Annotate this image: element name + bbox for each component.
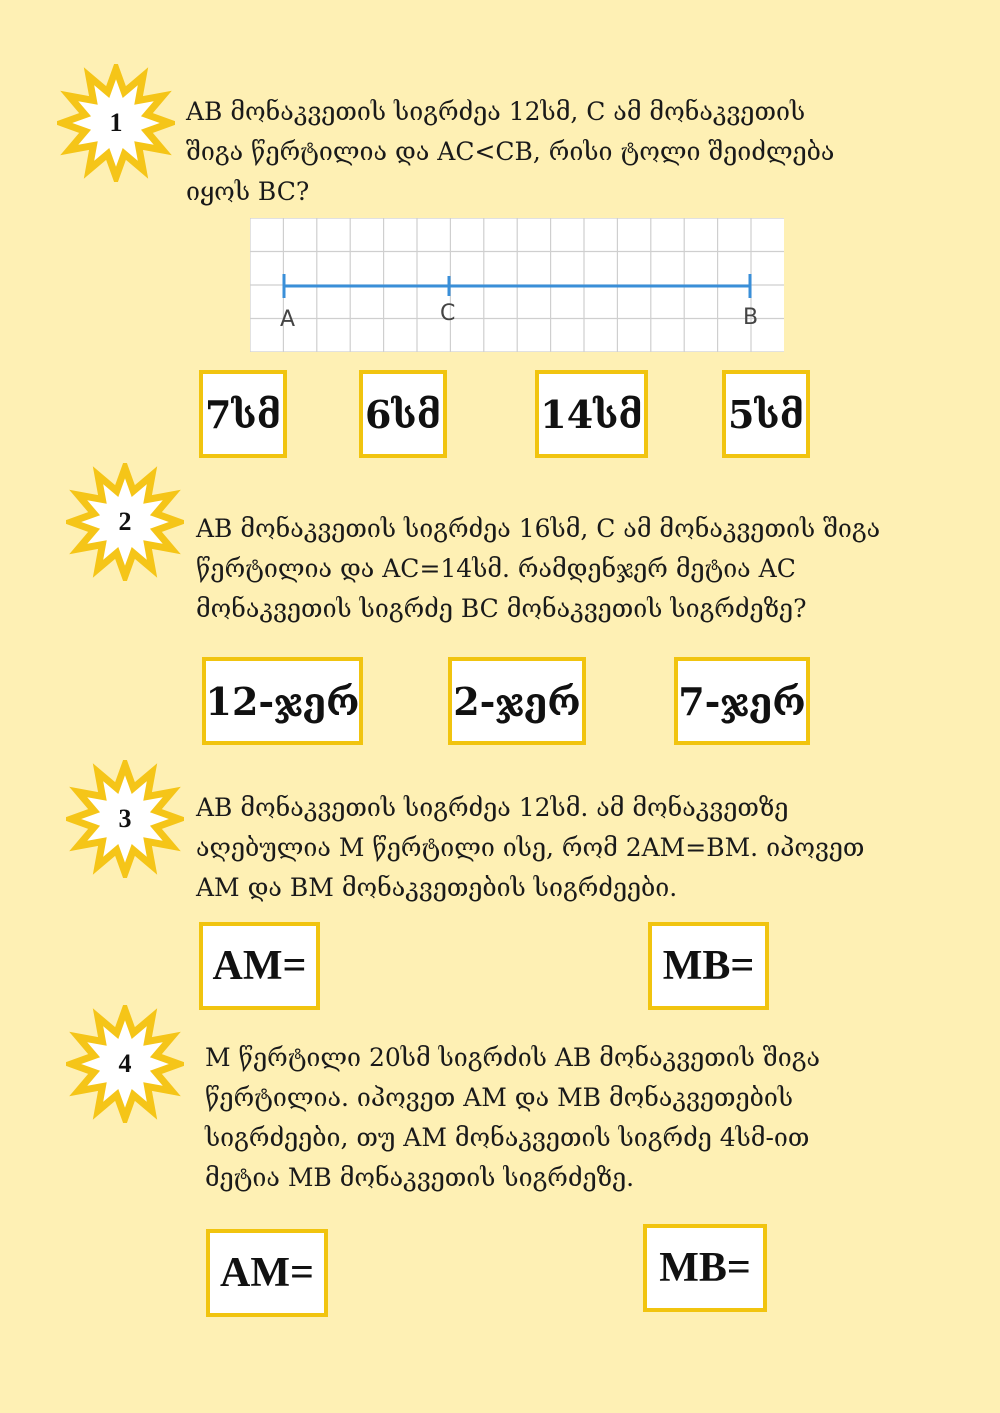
answer-input-am[interactable]: AM= xyxy=(206,1229,328,1317)
answer-input-mb[interactable]: MB= xyxy=(648,922,769,1010)
problem-number: 1 xyxy=(109,108,123,137)
starburst-icon xyxy=(66,760,184,878)
point-a-label: A xyxy=(280,307,296,332)
starburst-icon xyxy=(57,64,175,182)
problem-number: 3 xyxy=(118,804,132,833)
answer-option[interactable]: 12-ჯერ xyxy=(202,657,363,745)
problem-question: AB მონაკვეთის სიგრძეა 16სმ, C ამ მონაკვეთის შიგა წერტილია და AC=14სმ. რამდენჯერ მეტია AC მონაკვეთის სიგრძე BC მონაკვეთის სიგრძეზე? xyxy=(196,514,881,623)
problem-question: AB მონაკვეთის სიგრძეა 12სმ, C ამ მონაკვეთის შიგა წერტილია და AC<CB, რისი ტოლი შეიძლება იყოს BC? xyxy=(186,97,835,206)
problem-question: AB მონაკვეთის სიგრძეა 12სმ. ამ მონაკვეთზე აღებულია M წერტილი ისე, რომ 2AM=BM. იპოვეთ AM და BM მონაკვეთების სიგრძეები. xyxy=(196,793,865,902)
answer-option[interactable]: 6სმ xyxy=(359,370,447,458)
answer-option[interactable]: 14სმ xyxy=(535,370,648,458)
point-c-label: C xyxy=(440,301,456,326)
starburst-icon xyxy=(66,463,184,581)
answer-input-mb[interactable]: MB= xyxy=(643,1224,767,1312)
starburst-icon xyxy=(66,1005,184,1123)
answer-input-am[interactable]: AM= xyxy=(199,922,320,1010)
problem-number: 2 xyxy=(118,507,132,536)
segment-figure xyxy=(250,218,784,352)
answer-option[interactable]: 2-ჯერ xyxy=(448,657,586,745)
answer-option[interactable]: 7სმ xyxy=(199,370,287,458)
problem-number: 4 xyxy=(118,1049,132,1078)
answer-option[interactable]: 7-ჯერ xyxy=(674,657,810,745)
point-b-label: B xyxy=(743,305,759,330)
problem-question: M წერტილი 20სმ სიგრძის AB მონაკვეთის შიგა წერტილია. იპოვეთ AM და MB მონაკვეთების სიგრძეები, თუ AM მონაკვეთის სიგრძე 4სმ-ით მეტია MB მონაკვეთის სიგრძეზე. xyxy=(205,1043,820,1192)
answer-option[interactable]: 5სმ xyxy=(722,370,810,458)
